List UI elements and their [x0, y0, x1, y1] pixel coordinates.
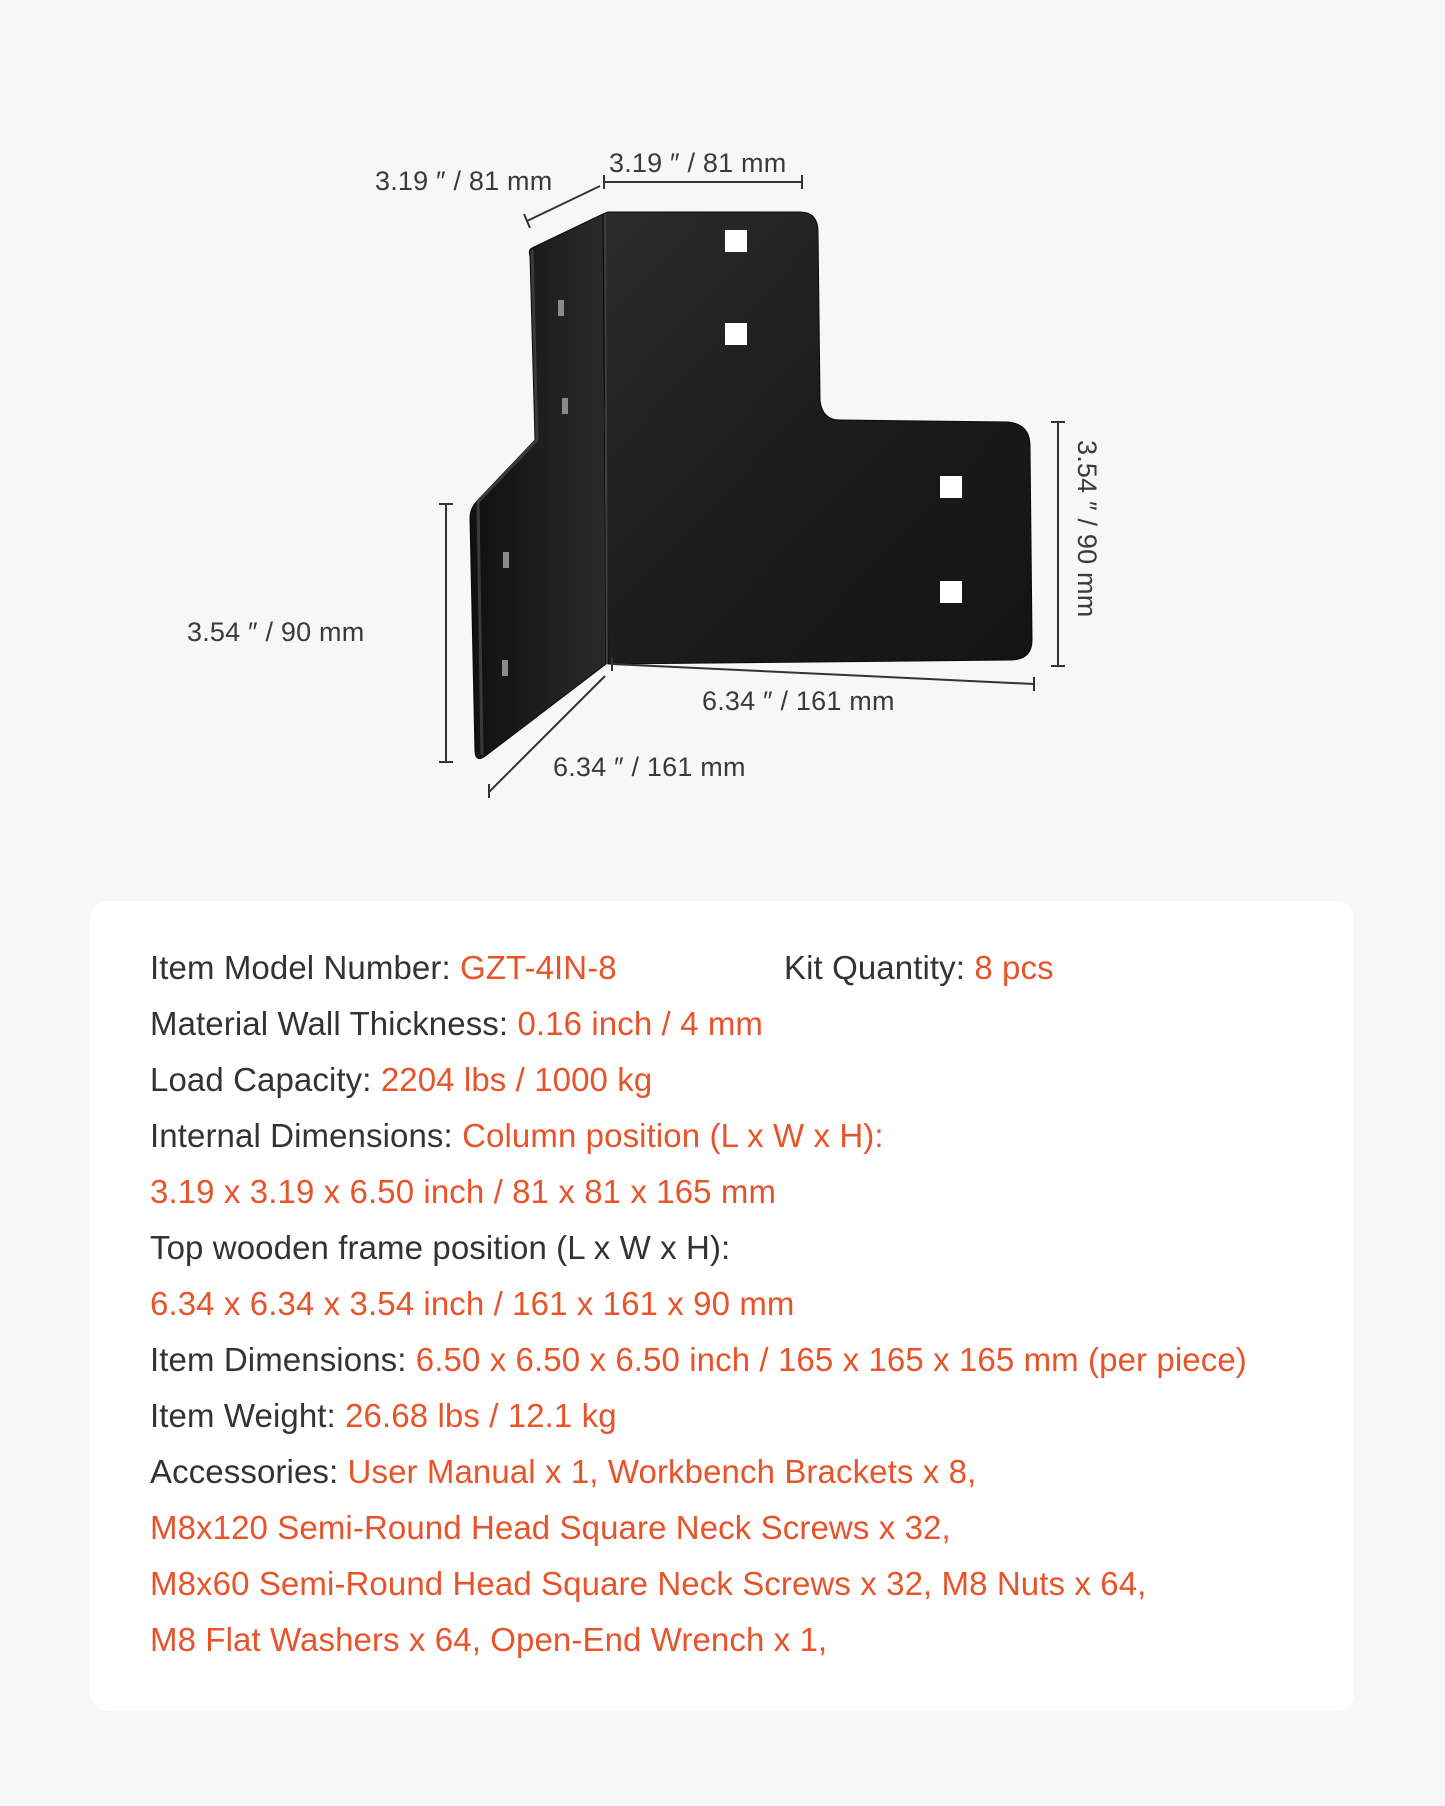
load-label: Load Capacity: [150, 1061, 372, 1098]
spec-load-row [150, 1061, 652, 1099]
bolt-hole-side [503, 552, 509, 568]
spec-thickness-row [150, 1005, 763, 1043]
spec-card [90, 901, 1354, 1711]
accessories-line1: User Manual x 1, Workbench Brackets x 8, [347, 1453, 977, 1490]
model-label: Item Model Number: [150, 949, 451, 986]
spec-weight-row [150, 1397, 617, 1435]
item-dim-value: 6.50 x 6.50 x 6.50 inch / 165 x 165 x 165 mm (per piece) [415, 1341, 1247, 1378]
spec-item-dim-row [150, 1341, 1247, 1379]
kit-label: Kit Quantity: [784, 949, 966, 986]
kit-value: 8 pcs [974, 949, 1054, 986]
spec-internal-row [150, 1117, 884, 1155]
model-value: GZT-4IN-8 [460, 949, 617, 986]
bolt-hole [725, 230, 747, 252]
bolt-hole-side [558, 300, 564, 316]
bolt-hole-side [502, 660, 508, 676]
dimension-right-height: 3.54 ″ / 90 mm [1072, 440, 1102, 618]
load-value: 2204 lbs / 1000 kg [380, 1061, 653, 1098]
spec-accessories-row [150, 1453, 976, 1491]
accessories-line2: M8x120 Semi-Round Head Square Neck Screws x 32, [150, 1509, 951, 1546]
accessories-line4: M8 Flat Washers x 64, Open-End Wrench x 1, [150, 1621, 828, 1658]
internal-column-label: Column position (L x W x H): [462, 1117, 884, 1154]
bracket-illustration [0, 0, 1445, 860]
internal-label: Internal Dimensions: [150, 1117, 453, 1154]
thickness-label: Material Wall Thickness: [150, 1005, 509, 1042]
bolt-hole [725, 323, 747, 345]
item-dim-label: Item Dimensions: [150, 1341, 407, 1378]
spec-model-row [150, 949, 617, 987]
dimension-left-height: 3.54 ″ / 90 mm [187, 617, 365, 647]
spec-kit-row [784, 949, 1054, 987]
bracket-left-plate [470, 214, 606, 759]
dimension-bottom-right: 6.34 ″ / 161 mm [702, 686, 895, 716]
product-diagram [0, 0, 1445, 860]
bolt-hole-side [562, 398, 568, 414]
bracket-right-plate [603, 212, 1032, 664]
weight-value: 26.68 lbs / 12.1 kg [345, 1397, 617, 1434]
internal-top-label: Top wooden frame position (L x W x H): [150, 1229, 731, 1266]
dimension-top-right: 3.19 ″ / 81 mm [609, 148, 787, 178]
weight-label: Item Weight: [150, 1397, 336, 1434]
accessories-line3: M8x60 Semi-Round Head Square Neck Screws x 32, M8 Nuts x 64, [150, 1565, 1147, 1602]
bolt-hole [940, 476, 962, 498]
accessories-label: Accessories: [150, 1453, 339, 1490]
dimension-top-left: 3.19 ″ / 81 mm [375, 166, 553, 196]
bolt-hole [940, 581, 962, 603]
dimension-bottom-left: 6.34 ″ / 161 mm [553, 752, 746, 782]
thickness-value: 0.16 inch / 4 mm [517, 1005, 763, 1042]
internal-column-value: 3.19 x 3.19 x 6.50 inch / 81 x 81 x 165 mm [150, 1173, 777, 1210]
internal-top-value: 6.34 x 6.34 x 3.54 inch / 161 x 161 x 90 mm [150, 1285, 795, 1322]
